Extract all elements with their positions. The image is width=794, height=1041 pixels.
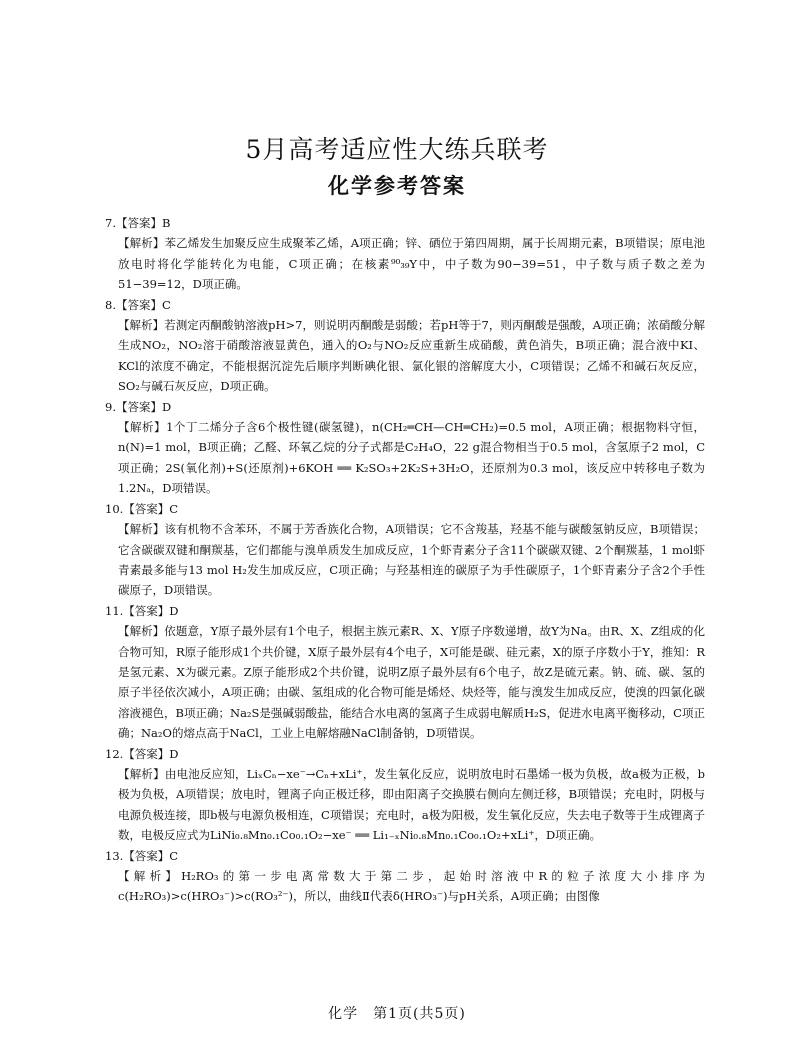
answer-line: 7.【答案】B: [105, 216, 171, 230]
answer-line: 9.【答案】D: [105, 399, 172, 414]
analysis-text: 【解析】若测定丙酮酸钠溶液pH>7，则说明丙酮酸是弱酸；若pH等于7，则丙酮酸是强酸，A项正确；浓硝酸分解生成NO₂，NO₂溶于硝酸溶液显黄色，通入的O₂与NO₂反应重新生成硝酸，黄色消失，B项正确；混合液中KI、KCl的浓度不确定，不能根据沉淀先后顺序判断碘化银、氯化银的溶解度大小，C项错误；乙烯不和碱石灰反应，SO₂与碱石灰反应，D项正确。: [118, 318, 705, 394]
question-12: [105, 744, 705, 846]
page-footer: 化学 第1页(共5页): [328, 1006, 466, 1022]
answer-line: 13.【答案】C: [105, 848, 179, 863]
analysis-text: 【解析】H₂RO₃的第一步电离常数大于第二步，起始时溶液中R的粒子浓度大小排序为c(H₂RO₃)>c(HRO₃⁻)>c(RO₃²⁻)，所以，曲线Ⅱ代表δ(HRO₃⁻)与pH关系，A项正确；由图像: [118, 869, 705, 904]
answer-line: 8.【答案】C: [105, 297, 171, 312]
question-8: [105, 295, 705, 397]
analysis-text: 【解析】苯乙烯发生加聚反应生成聚苯乙烯，A项正确；锌、硒位于第四周期，属于长周期元素，B项错误；原电池放电时将化学能转化为电能，C项正确；在核素⁹⁰₃₉Y中，中子数为90−39=51，中子数与质子数之差为51−39=12，D项正确。: [118, 236, 705, 292]
analysis-text: 【解析】1个丁二烯分子含6个极性键(碳氢键)，n(CH₂═CH—CH═CH₂)=0.5 mol，A项正确；根据物料守恒，n(N)=1 mol，B项正确；乙醛、环氧乙烷的分子式都是C₂H₄O，22 g混合物相当于0.5 mol，含氢原子2 mol，C项正确；2S(氧化剂)+S(还原剂)+6KOH ══ K₂SO₃+2K₂S+3H₂O，还原剂为0.3 mol，该反应中转移电子数为1.2Nₐ，D项错误。: [118, 420, 705, 496]
analysis-text: 【解析】由电池反应知，LiₓCₙ−xe⁻→Cₙ+xLi⁺，发生氧化反应，说明放电时石墨烯一极为负极，故a极为正极，b极为负极，A项错误；放电时，锂离子向正极迁移，即由阳离子交换膜右侧向左侧迁移，B项错误；充电时，阴极与电源负极连接，即b极与电源负极相连，C项错误；充电时，a极为阳极，发生氧化反应，失去电子数等于生成锂离子数，电极反应式为LiNi₀.₈Mn₀.₁Co₀.₁O₂−xe⁻ ══ Li₁₋ₓNi₀.₈Mn₀.₁Co₀.₁O₂+xLi⁺，D项正确。: [118, 766, 705, 843]
question-10: [105, 499, 705, 601]
answer-list: [105, 213, 705, 907]
page-subtitle: 化学参考答案: [328, 174, 466, 198]
answer-line: 10.【答案】C: [105, 501, 179, 516]
analysis-text: 【解析】依题意，Y原子最外层有1个电子，根据主族元素R、X、Y原子序数递增，故Y为Na。由R、X、Z组成的化合物可知，R原子能形成1个共价键，X原子最外层有4个电子，X可能是碳、硅元素，X的原子序数小于Y，推知：R是氢元素、X为碳元素。Z原子能形成2个共价键，说明Z原子最外层有6个电子，故Z是硫元素。钠、硫、碳、氢的原子半径依次减小，A项正确；由碳、氢组成的化合物可能是烯烃、炔烃等，能与溴发生加成反应，使溴的四氯化碳溶液褪色，B项正确；Na₂S是强碱弱酸盐，能结合水电离的氢离子生成弱电解质H₂S，促进水电离平衡移动，C项正确；Na₂O的熔点高于NaCl，工业上电解熔融NaCl制备钠，D项错误。: [118, 624, 705, 741]
page-title: 5月高考适应性大练兵联考: [245, 135, 549, 164]
question-9: [105, 397, 705, 499]
question-7: [105, 213, 705, 295]
analysis-text: 【解析】该有机物不含苯环，不属于芳香族化合物，A项错误；它不含羧基，羟基不能与碳酸氢钠反应，B项错误；它含碳碳双键和酮羰基，它们都能与溴单质发生加成反应，1个虾青素分子含11个碳碳双键、2个酮羰基，1 mol虾青素最多能与13 mol H₂发生加成反应，C项正确；与羟基相连的碳原子为手性碳原子，1个虾青素分子含2个手性碳原子，D项错误。: [118, 522, 705, 598]
answer-line: 12.【答案】D: [105, 746, 179, 761]
question-11: [105, 601, 705, 744]
answer-line: 11.【答案】D: [105, 603, 179, 618]
question-13: [105, 846, 705, 907]
